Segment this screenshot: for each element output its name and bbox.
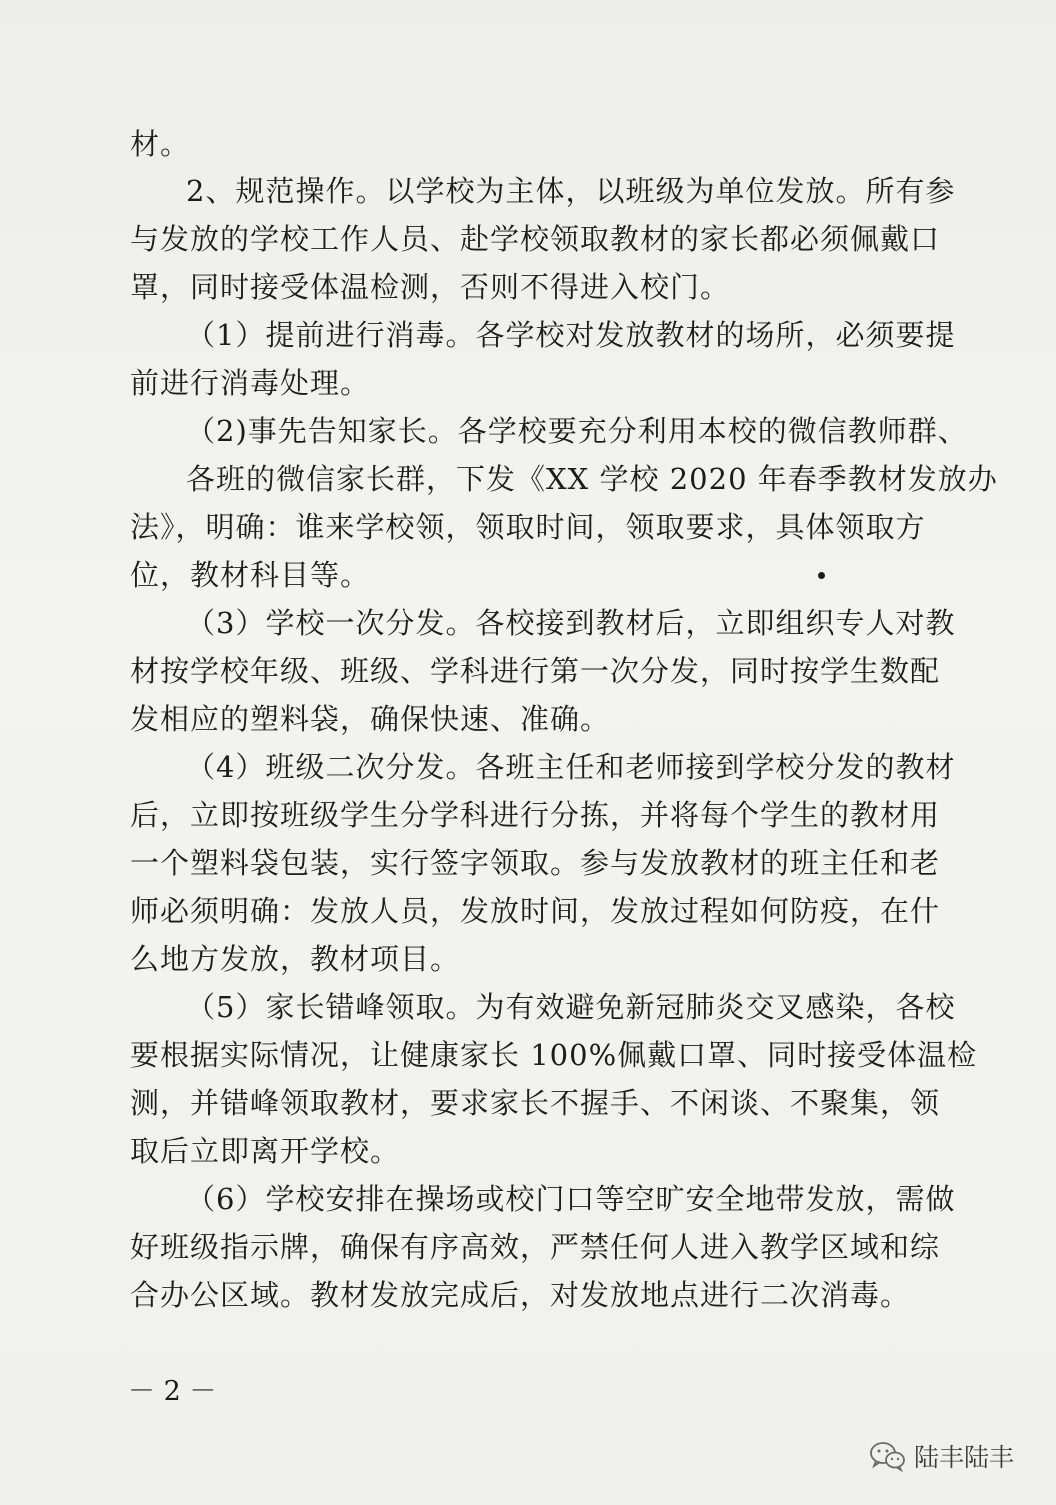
text-line: 一个塑料袋包装，实行签字领取。参与发放教材的班主任和老 xyxy=(130,846,941,880)
text-line: 测，并错峰领取教材，要求家长不握手、不闲谈、不聚集，领 xyxy=(130,1086,941,1120)
text-line: （1）提前进行消毒。各学校对发放教材的场所，必须要提 xyxy=(186,318,956,352)
watermark-text: 陆丰陆丰 xyxy=(914,1443,1015,1472)
text-line: 发相应的塑料袋，确保快速、准确。 xyxy=(130,702,611,736)
text-line: 后，立即按班级学生分学科进行分拣，并将每个学生的教材用 xyxy=(130,798,941,832)
text-line: 罩，同时接受体温检测，否则不得进入校门。 xyxy=(130,270,731,304)
text-line: （6）学校安排在操场或校门口等空旷安全地带发放，需做 xyxy=(186,1182,956,1216)
stray-dot xyxy=(818,572,825,579)
text-line: 好班级指示牌，确保有序高效，严禁任何人进入教学区域和综 xyxy=(130,1230,941,1264)
text-line: 各班的微信家长群，下发《XX 学校 2020 年春季教材发放办 xyxy=(186,462,998,496)
text-line: 师必须明确：发放人员，发放时间，发放过程如何防疫，在什 xyxy=(130,894,941,928)
text-line: 前进行消毒处理。 xyxy=(130,366,371,400)
watermark xyxy=(868,1436,1014,1476)
text-line: 与发放的学校工作人员、赴学校领取教材的家长都必须佩戴口 xyxy=(130,222,941,256)
text-line: 2、规范操作。以学校为主体，以班级为单位发放。所有参 xyxy=(186,174,956,208)
text-line: 位，教材科目等。 xyxy=(130,558,371,592)
text-line: 要根据实际情况，让健康家长 100%佩戴口罩、同时接受体温检 xyxy=(130,1038,978,1072)
text-line: （5）家长错峰领取。为有效避免新冠肺炎交叉感染，各校 xyxy=(186,990,956,1024)
text-line: 合办公区域。教材发放完成后，对发放地点进行二次消毒。 xyxy=(130,1278,911,1312)
text-line: 取后立即离开学校。 xyxy=(130,1134,401,1168)
text-line: （2)事先告知家长。各学校要充分利用本校的微信教师群、 xyxy=(186,414,968,448)
text-line: 法》，明确：谁来学校领，领取时间，领取要求，具体领取方 xyxy=(130,510,926,544)
page-number: － 2 － xyxy=(128,1376,217,1407)
text-line: 材。 xyxy=(130,127,191,161)
text-line: （3）学校一次分发。各校接到教材后，立即组织专人对教 xyxy=(186,606,956,640)
text-line: 么地方发放，教材项目。 xyxy=(130,942,461,976)
wechat-icon xyxy=(868,1439,908,1473)
text-line: （4）班级二次分发。各班主任和老师接到学校分发的教材 xyxy=(186,750,956,784)
text-line: 材按学校年级、班级、学科进行第一次分发，同时按学生数配 xyxy=(130,654,941,688)
